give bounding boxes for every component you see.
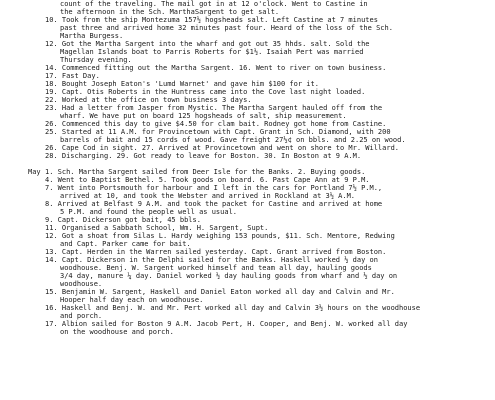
text-line: 9. Capt. Dickerson got bait, 45 bbls. <box>45 216 201 224</box>
margin-month-note: May <box>28 168 41 176</box>
text-line: 16. Haskell and Benj. W. and Mr. Pert worked all day and Calvin 3½ hours on the woodhouse <box>45 304 421 312</box>
text-line: 4. Went to Baptist Bethel. 5. Took goods on board. 6. Past Cape Ann at 9 P.M. <box>45 176 370 184</box>
text-line: Hooper half day each on woodhouse. <box>60 296 204 304</box>
text-line: 8. Arrived at Belfast 9 A.M. and took the packet for Castine and arrived at home <box>45 200 383 208</box>
text-line: 18. Bought Joseph Eaton's 'Lumd Warnet' and gave him $100 for it. <box>45 80 319 88</box>
text-line: arrived at 10, and took the Webster and arrived in Rockland at 3½ A.M. <box>60 192 356 200</box>
text-line: 11. Organised a Sabbath School, Wm. H. Sargent, Supt. <box>45 224 269 232</box>
text-line: 15. Benjamin W. Sargent, Haskell and Daniel Eaton worked all day and Calvin and Mr. <box>45 288 395 296</box>
text-line: 23. Had a letter from Jasper from Mystic. The Martha Sargent hauled off from the <box>45 104 383 112</box>
text-line: the afternoon in the Sch. MarthaSargent to get salt. <box>60 8 280 16</box>
text-line: 7. Went into Portsmouth for harbour and I left in the cars for Portland 7½ P.M., <box>45 184 383 192</box>
text-line: 25. Started at 11 A.M. for Provincetown with Capt. Grant in Sch. Diamond, with 200 <box>45 128 391 136</box>
text-line: barrels of bait and 15 cords of wood. Gave freight 27½¢ on bbls. and 2.25 on wood. <box>60 136 406 144</box>
text-line: 5 P.M. and found the people well as usual. <box>60 208 238 216</box>
text-line: wharf. We have put on board 125 hogsheads of salt, ship measurement. <box>60 112 347 120</box>
text-line: count of the traveling. The mail got in at 12 o'clock. Went to Castine in <box>60 0 368 8</box>
text-line: on the woodhouse and porch. <box>60 328 174 336</box>
text-line: 12. Got the Martha Sargent into the wharf and got out 35 hhds. salt. Sold the <box>45 40 370 48</box>
text-line: woodhouse. <box>60 280 103 288</box>
text-line: 1. Sch. Martha Sargent sailed from Deer Isle for the Banks. 2. Buying goods. <box>45 168 366 176</box>
text-line: 13. Capt. Herden in the Warren sailed yesterday. Capt. Grant arrived from Boston. <box>45 248 387 256</box>
text-line: Thursday evening. <box>60 56 132 64</box>
text-line: 3/4 day, manure ¼ day. Daniel worked ½ day hauling goods from wharf and ½ day on <box>60 272 398 280</box>
text-line: 17. Albion sailed for Boston 9 A.M. Jacob Pert, H. Cooper, and Benj. W. worked all day <box>45 320 408 328</box>
text-line: and Capt. Parker came for bait. <box>60 240 191 248</box>
text-line: 10. Took from the ship Montezuma 157½ hogsheads salt. Left Castine at 7 minutes <box>45 16 378 24</box>
text-line: 19. Capt. Otis Roberts in the Huntress came into the Cove last night loaded. <box>45 88 366 96</box>
text-line: and porch. <box>60 312 103 320</box>
text-line: 26. Commenced this day to give $4.50 for clam bait. Rodney got home from Castine. <box>45 120 387 128</box>
text-line: woodhouse. Benj. W. Sargent worked himself and team all day, hauling goods <box>60 264 372 272</box>
text-line: 14. Commenced fitting out the Martha Sargent. 16. Went to river on town business. <box>45 64 387 72</box>
text-line: Martha Burgess. <box>60 32 124 40</box>
text-line: past three and arrived home 32 minutes past four. Heard of the loss of the Sch. <box>60 24 393 32</box>
text-line: 14. Capt. Dickerson in the Delphi sailed for the Banks. Haskell worked ½ day on <box>45 256 378 264</box>
text-line: 26. Cape Cod in sight. 27. Arrived at Provincetown and went on shore to Mr. Willard. <box>45 144 400 152</box>
text-line: 17. Fast Day. <box>45 72 100 80</box>
text-line: Magellan Islands boat to Parris Roberts for $1½. Isaiah Pert was married <box>60 48 364 56</box>
text-line: 28. Discharging. 29. Got ready to leave for Boston. 30. In Boston at 9 A.M. <box>45 152 362 160</box>
text-line: 22. Worked at the office on town business 3 days. <box>45 96 252 104</box>
text-line: 12. Got a shoat from Silas L. Hardy weighing 153 pounds, $11. Sch. Mentore, Redwing <box>45 232 395 240</box>
